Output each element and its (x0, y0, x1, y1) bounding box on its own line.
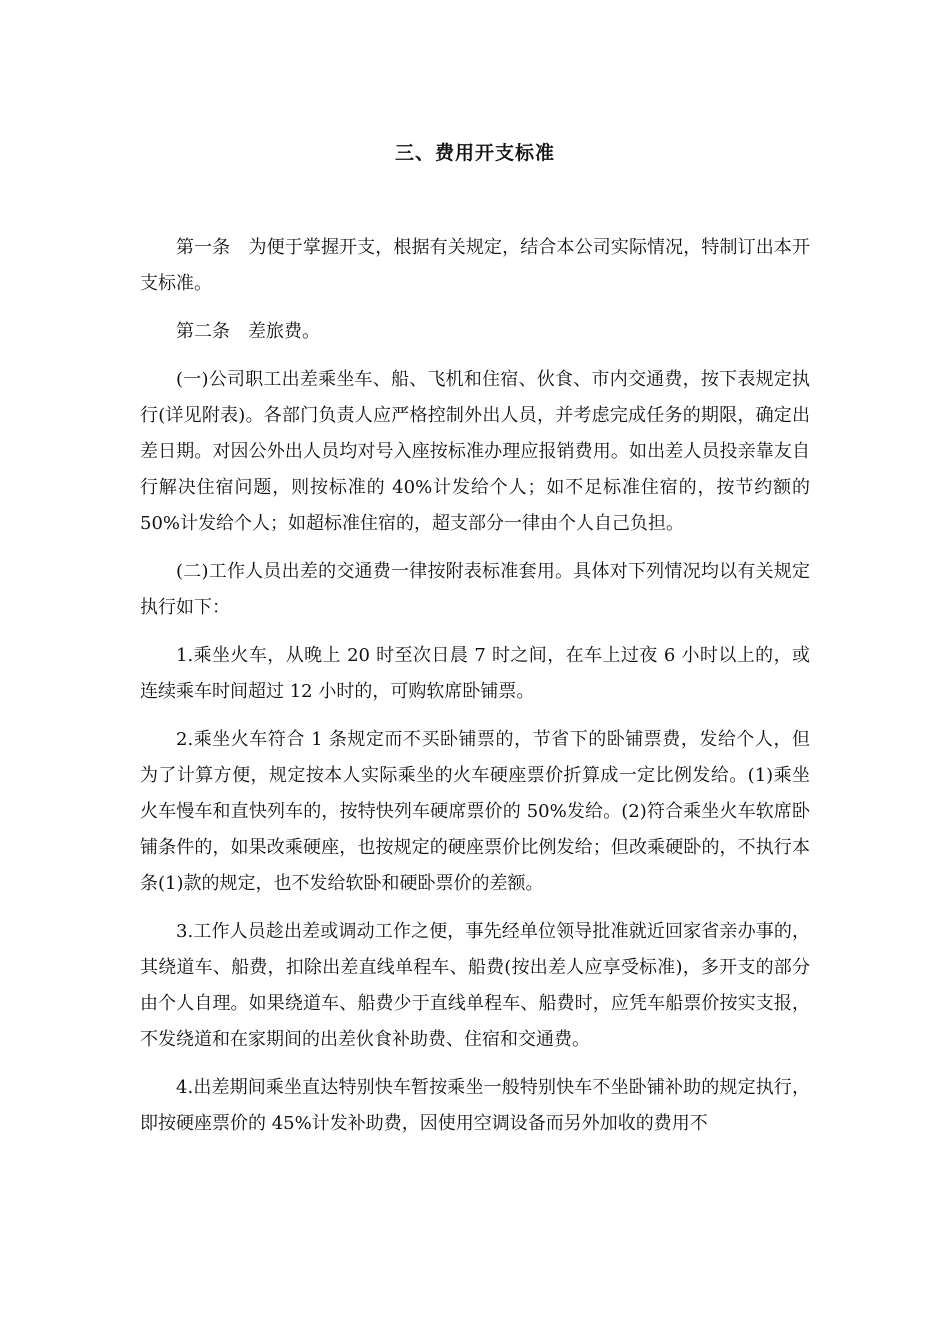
paragraph-article-1: 第一条 为便于掌握开支，根据有关规定，结合本公司实际情况，特制订出本开支标准。 (140, 237, 810, 294)
paragraph-section-1: (一)公司职工出差乘坐车、船、飞机和住宿、伙食、市内交通费，按下表规定执行(详见附表)。各部门负责人应严格控制外出人员，并考虑完成任务的期限，确定出差日期。对因公外出人员均对号入座按标准办理应报销费用。如出差人员投亲靠友自行解决住宿问题，则按标准的 40%计发给个人；如不足标准住宿的，按节约额的 50%计发给个人；如超标准住宿的，超支部分一律由个人自己负担。 (140, 369, 810, 534)
paragraph-item-2: 2.乘坐火车符合 1 条规定而不买卧铺票的，节省下的卧铺票费，发给个人，但为了计算方便，规定按本人实际乘坐的火车硬座票价折算成一定比例发给。(1)乘坐火车慢车和直快列车的，按特快列车硬席票价的 50%发给。(2)符合乘坐火车软席卧铺条件的，如果改乘硬座，也按规定的硬座票价比例发给；但改乘硬卧的，不执行本条(1)款的规定，也不发给软卧和硬卧票价的差额。 (140, 729, 810, 894)
paragraph-item-1: 1.乘坐火车，从晚上 20 时至次日晨 7 时之间，在车上过夜 6 小时以上的，或连续乘车时间超过 12 小时的，可购软席卧铺票。 (140, 645, 810, 702)
paragraph-section-2: (二)工作人员出差的交通费一律按附表标准套用。具体对下列情况均以有关规定执行如下： (140, 561, 810, 618)
paragraph-article-2: 第二条 差旅费。 (176, 321, 320, 342)
page-title: 三、费用开支标准 (394, 142, 555, 164)
paragraph-item-4: 4.出差期间乘坐直达特别快车暂按乘坐一般特别快车不坐卧铺补助的规定执行，即按硬座票价的 45%计发补助费，因使用空调设备而另外加收的费用不 (140, 1077, 810, 1134)
document-body (140, 230, 810, 1154)
paragraph-item-3: 3.工作人员趁出差或调动工作之便，事先经单位领导批准就近回家省亲办事的，其绕道车、船费，扣除出差直线单程车、船费(按出差人应享受标准)，多开支的部分由个人自理。如果绕道车、船费少于直线单程车、船费时，应凭车船票价按实支报，不发绕道和在家期间的出差伙食补助费、住宿和交通费。 (140, 921, 810, 1050)
